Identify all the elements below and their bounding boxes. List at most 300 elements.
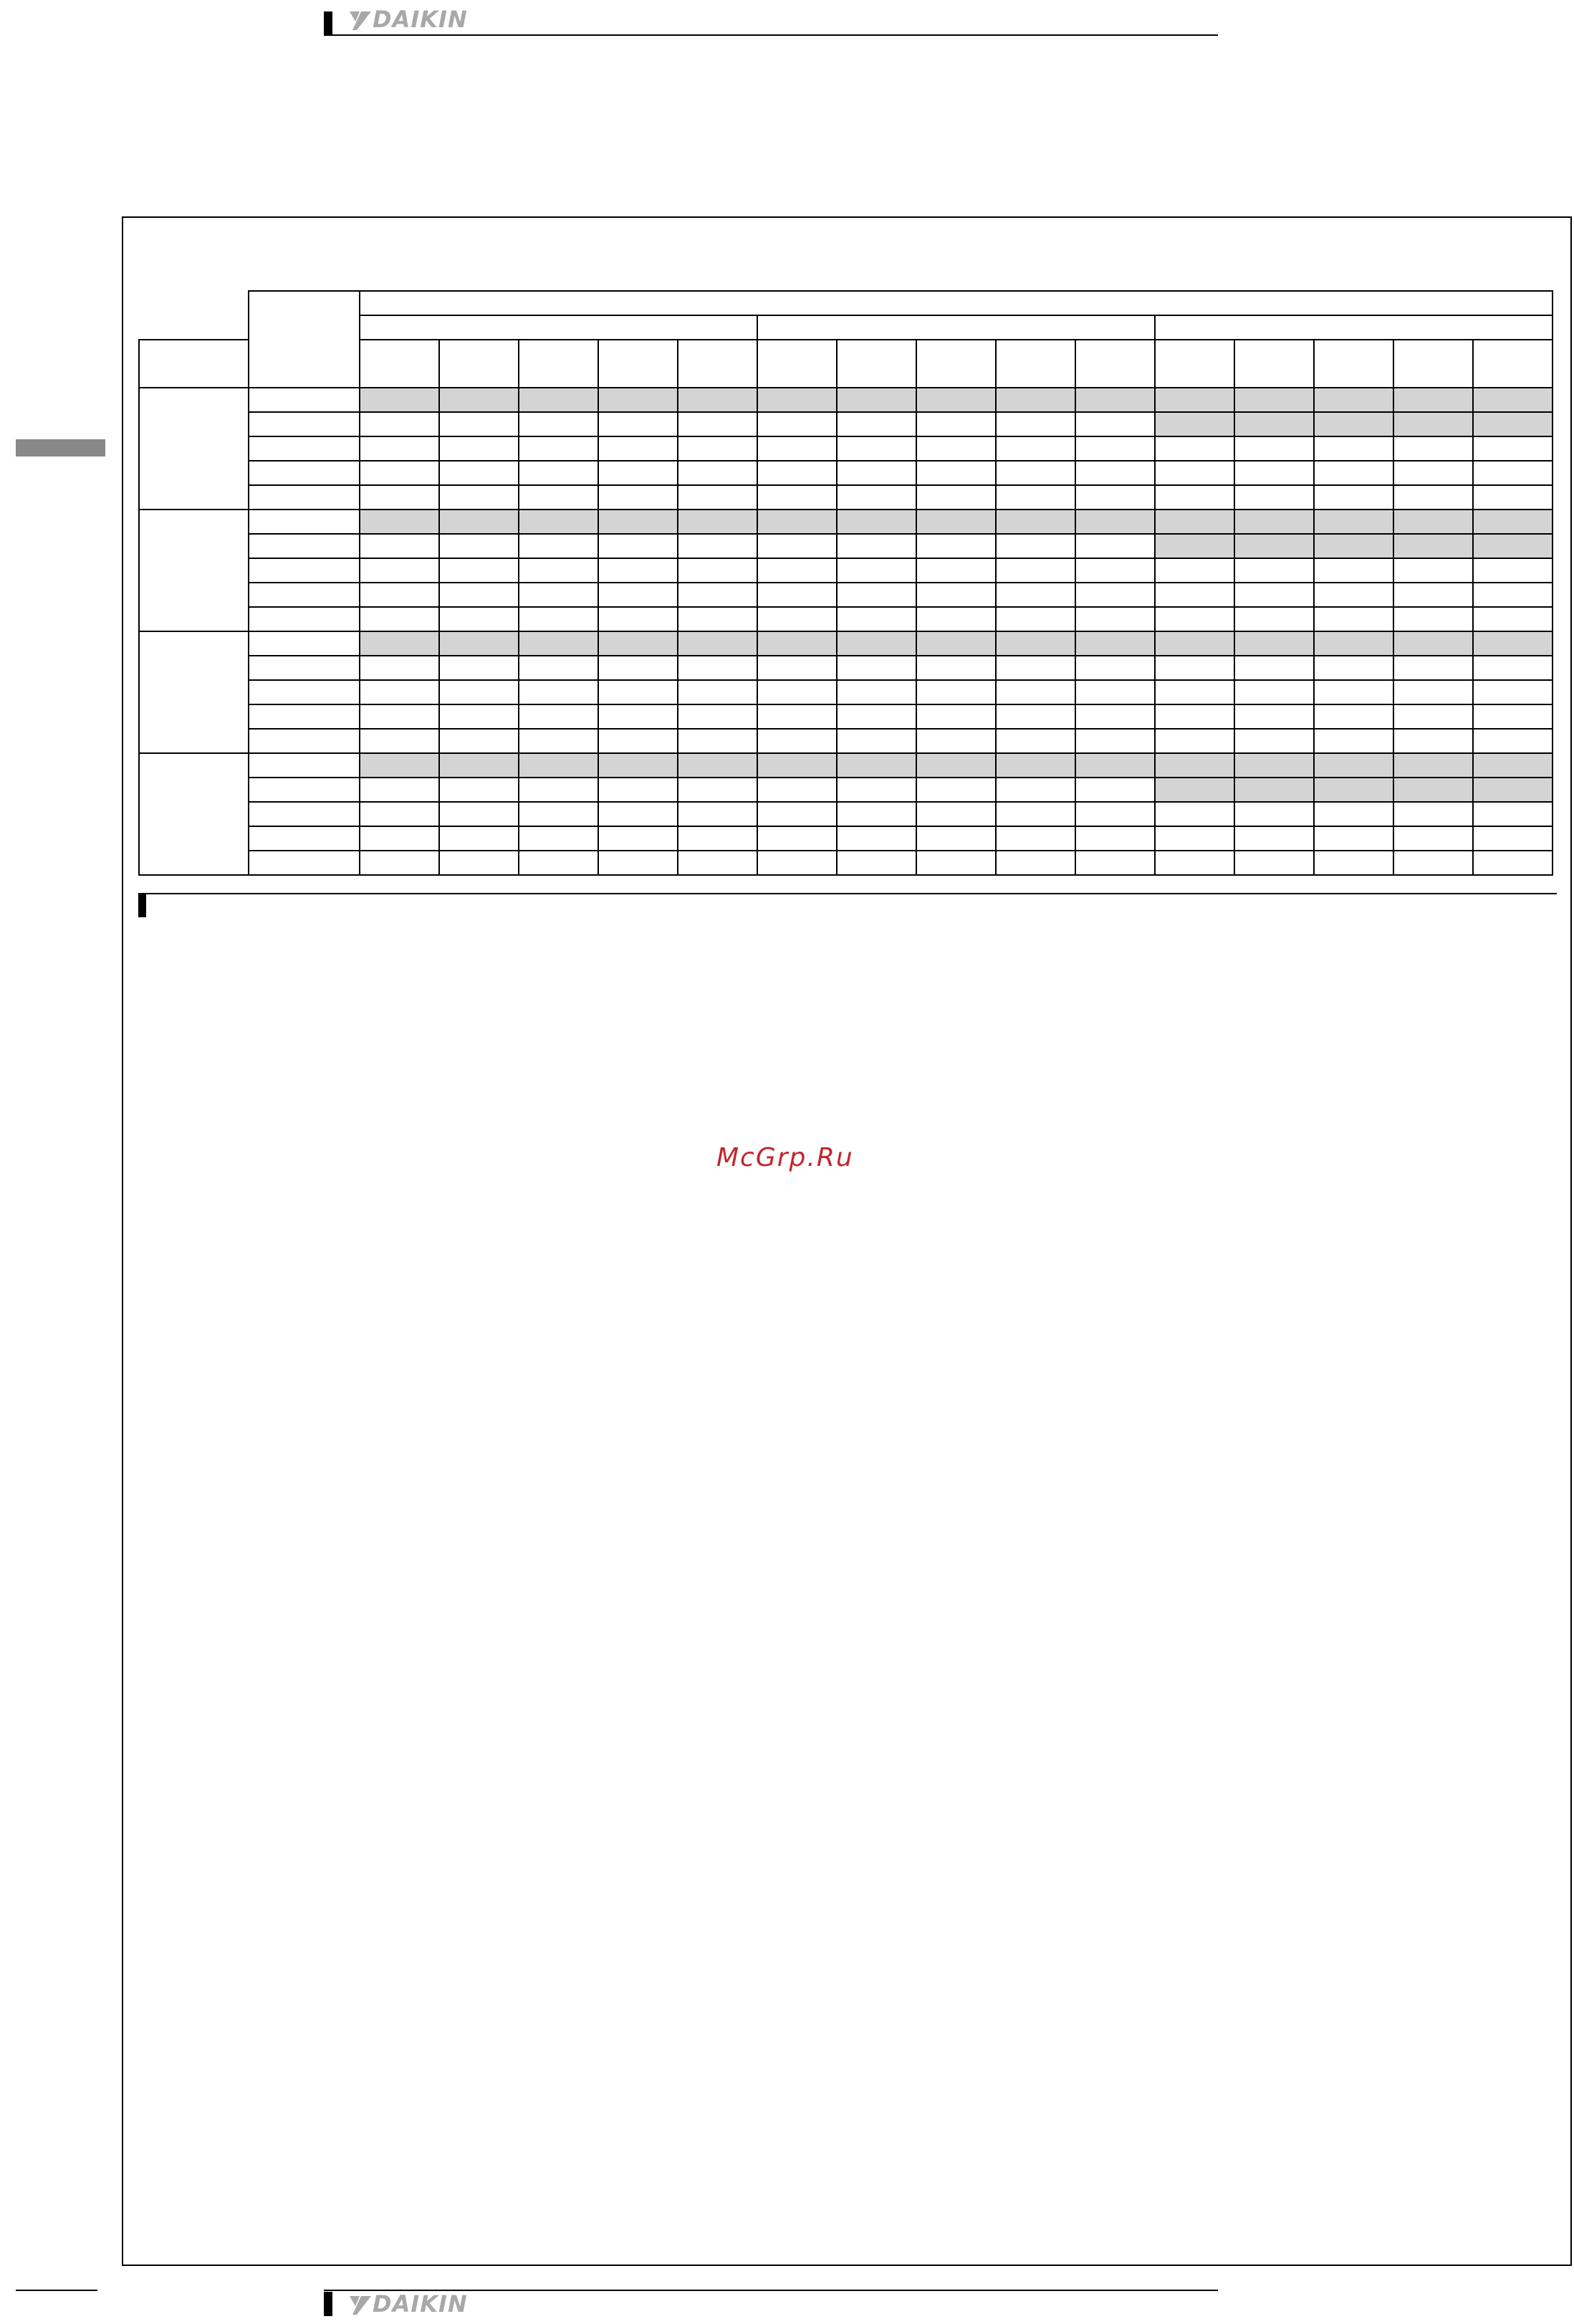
table-cell	[360, 826, 439, 851]
table-cell	[1075, 778, 1155, 802]
table-cell	[1075, 680, 1155, 704]
table-cell	[996, 388, 1075, 412]
table-cell	[439, 656, 519, 680]
table-cell	[678, 534, 757, 558]
table-row	[139, 729, 1553, 753]
header-label-cell	[139, 340, 249, 388]
table-cell	[439, 412, 519, 436]
header-column-cell	[1314, 340, 1393, 388]
table-row	[139, 680, 1553, 704]
table-cell	[519, 534, 598, 558]
note-rule	[146, 893, 1557, 894]
table-cell	[996, 510, 1075, 534]
table-cell	[519, 826, 598, 851]
table-row	[139, 851, 1553, 875]
table-cell	[598, 753, 678, 778]
table-cell	[1075, 631, 1155, 656]
table-row	[139, 607, 1553, 631]
table-cell	[678, 704, 757, 729]
table-cell	[678, 631, 757, 656]
header-column-cell	[916, 340, 996, 388]
table-cell	[996, 704, 1075, 729]
table-cell	[1155, 583, 1234, 607]
table-cell	[996, 778, 1075, 802]
header-column-cell	[678, 340, 757, 388]
table-cell	[1075, 583, 1155, 607]
table-cell	[1155, 631, 1234, 656]
table-cell	[678, 558, 757, 583]
table-cell	[360, 510, 439, 534]
table-cell	[1393, 558, 1473, 583]
table-cell	[1075, 412, 1155, 436]
table-cell	[519, 778, 598, 802]
table-cell	[837, 510, 916, 534]
table-cell	[1314, 388, 1393, 412]
table-cell	[1393, 412, 1473, 436]
header-corner	[139, 315, 249, 340]
table-cell	[519, 607, 598, 631]
header-group-cell	[1155, 315, 1553, 340]
table-cell	[1314, 680, 1393, 704]
table-cell	[1473, 412, 1553, 436]
table-cell	[1393, 485, 1473, 510]
table-cell	[757, 753, 837, 778]
table-cell	[678, 851, 757, 875]
row-label-cell	[249, 826, 360, 851]
row-label-cell	[249, 461, 360, 485]
table-cell	[837, 485, 916, 510]
table-cell	[360, 583, 439, 607]
table-cell	[757, 680, 837, 704]
table-cell	[1075, 753, 1155, 778]
header-logo-bar	[324, 11, 332, 36]
table-cell	[916, 510, 996, 534]
table-cell	[1473, 607, 1553, 631]
table-cell	[757, 851, 837, 875]
table-cell	[1314, 461, 1393, 485]
table-cell	[519, 436, 598, 461]
table-cell	[360, 461, 439, 485]
table-cell	[1155, 388, 1234, 412]
table-cell	[1314, 510, 1393, 534]
group-label-cell	[139, 631, 249, 753]
header-column-cell	[837, 340, 916, 388]
watermark-text: McGrp.Ru	[716, 1143, 854, 1172]
table-cell	[1314, 851, 1393, 875]
table-cell	[1155, 607, 1234, 631]
table-cell	[1075, 388, 1155, 412]
table-cell	[1075, 851, 1155, 875]
table-cell	[996, 729, 1075, 753]
table-cell	[996, 558, 1075, 583]
table-cell	[1234, 412, 1314, 436]
table-cell	[837, 461, 916, 485]
table-cell	[1473, 388, 1553, 412]
table-cell	[1075, 826, 1155, 851]
table-cell	[996, 631, 1075, 656]
table-cell	[598, 778, 678, 802]
table-cell	[1155, 753, 1234, 778]
table-cell	[1234, 583, 1314, 607]
row-label-cell	[249, 753, 360, 778]
table-cell	[1314, 753, 1393, 778]
table-cell	[1393, 778, 1473, 802]
table-cell	[1393, 534, 1473, 558]
row-label-cell	[249, 412, 360, 436]
table-cell	[598, 485, 678, 510]
row-label-cell	[249, 656, 360, 680]
table-cell	[1393, 802, 1473, 826]
group-label-cell	[139, 753, 249, 875]
table-cell	[837, 753, 916, 778]
row-label-cell	[249, 436, 360, 461]
section-side-tab	[16, 439, 105, 456]
table-cell	[1155, 826, 1234, 851]
table-cell	[1393, 704, 1473, 729]
row-label-cell	[249, 558, 360, 583]
table-cell	[1155, 485, 1234, 510]
table-cell	[519, 558, 598, 583]
table-cell	[837, 558, 916, 583]
group-label-cell	[139, 510, 249, 631]
table-cell	[678, 485, 757, 510]
table-cell	[916, 778, 996, 802]
table-cell	[1155, 656, 1234, 680]
table-row	[139, 412, 1553, 436]
table-row	[139, 631, 1553, 656]
table-cell	[837, 412, 916, 436]
table-cell	[1314, 729, 1393, 753]
table-cell	[439, 802, 519, 826]
table-cell	[598, 412, 678, 436]
table-cell	[439, 778, 519, 802]
table-cell	[1155, 534, 1234, 558]
table-cell	[1473, 534, 1553, 558]
table-cell	[916, 631, 996, 656]
table-cell	[916, 485, 996, 510]
table-cell	[360, 534, 439, 558]
table-cell	[837, 607, 916, 631]
table-cell	[757, 729, 837, 753]
header-column-cell	[598, 340, 678, 388]
table-cell	[439, 485, 519, 510]
header-group-cell	[360, 315, 757, 340]
row-label-cell	[249, 534, 360, 558]
table-cell	[360, 412, 439, 436]
table-cell	[1155, 778, 1234, 802]
table-cell	[1075, 729, 1155, 753]
table-cell	[757, 778, 837, 802]
table-cell	[519, 583, 598, 607]
row-label-cell	[249, 583, 360, 607]
table-cell	[360, 680, 439, 704]
table-cell	[1473, 802, 1553, 826]
table-cell	[1473, 753, 1553, 778]
table-cell	[1314, 802, 1393, 826]
table-cell	[519, 388, 598, 412]
table-cell	[360, 802, 439, 826]
table-cell	[1314, 656, 1393, 680]
table-cell	[1314, 412, 1393, 436]
table-cell	[996, 826, 1075, 851]
table-cell	[439, 558, 519, 583]
table-cell	[996, 534, 1075, 558]
table-cell	[678, 753, 757, 778]
table-cell	[1393, 729, 1473, 753]
row-label-cell	[249, 510, 360, 534]
table-cell	[837, 583, 916, 607]
table-cell	[1234, 729, 1314, 753]
table-cell	[1234, 631, 1314, 656]
table-cell	[916, 583, 996, 607]
table-cell	[439, 388, 519, 412]
table-cell	[1234, 851, 1314, 875]
table-cell	[678, 510, 757, 534]
table-row	[139, 558, 1553, 583]
row-label-cell	[249, 851, 360, 875]
table-cell	[1473, 583, 1553, 607]
table-cell	[996, 753, 1075, 778]
table-cell	[598, 388, 678, 412]
table-cell	[916, 534, 996, 558]
table-cell	[837, 656, 916, 680]
table-cell	[1393, 388, 1473, 412]
table-cell	[1075, 485, 1155, 510]
table-cell	[916, 851, 996, 875]
table-cell	[439, 510, 519, 534]
table-cell	[439, 607, 519, 631]
table-cell	[1155, 729, 1234, 753]
table-cell	[1314, 558, 1393, 583]
table-cell	[996, 680, 1075, 704]
table-cell	[439, 534, 519, 558]
table-cell	[916, 802, 996, 826]
table-cell	[996, 607, 1075, 631]
table-cell	[1234, 510, 1314, 534]
table-cell	[1393, 436, 1473, 461]
table-cell	[1473, 704, 1553, 729]
table-cell	[1393, 656, 1473, 680]
table-cell	[757, 412, 837, 436]
table-row	[139, 704, 1553, 729]
table-cell	[916, 753, 996, 778]
table-cell	[519, 851, 598, 875]
table-cell	[1473, 461, 1553, 485]
table-cell	[1075, 558, 1155, 583]
table-row	[139, 436, 1553, 461]
table-cell	[1075, 510, 1155, 534]
header-model-cell	[249, 291, 360, 388]
table-cell	[360, 436, 439, 461]
table-cell	[1314, 583, 1393, 607]
table-row	[139, 753, 1553, 778]
table-cell	[1155, 704, 1234, 729]
table-cell	[1393, 461, 1473, 485]
table-cell	[1155, 680, 1234, 704]
table-cell	[360, 607, 439, 631]
table-cell	[1393, 607, 1473, 631]
table-cell	[1473, 826, 1553, 851]
table-cell	[996, 656, 1075, 680]
table-cell	[519, 704, 598, 729]
header-column-cell	[757, 340, 837, 388]
table-cell	[996, 461, 1075, 485]
table-cell	[757, 607, 837, 631]
table-cell	[1075, 436, 1155, 461]
table-cell	[598, 436, 678, 461]
row-label-cell	[249, 778, 360, 802]
row-label-cell	[249, 729, 360, 753]
table-cell	[1155, 412, 1234, 436]
table-row	[139, 510, 1553, 534]
table-cell	[360, 704, 439, 729]
table-cell	[837, 680, 916, 704]
table-cell	[916, 388, 996, 412]
table-cell	[757, 583, 837, 607]
table-cell	[1234, 485, 1314, 510]
table-cell	[1234, 802, 1314, 826]
table-cell	[1473, 510, 1553, 534]
table-cell	[1473, 778, 1553, 802]
table-cell	[519, 485, 598, 510]
table-cell	[996, 851, 1075, 875]
table-cell	[1075, 802, 1155, 826]
footer-logo-bar	[324, 2292, 332, 2316]
row-label-cell	[249, 631, 360, 656]
table-cell	[360, 656, 439, 680]
table-cell	[519, 656, 598, 680]
table-cell	[598, 729, 678, 753]
table-cell	[1314, 436, 1393, 461]
table-cell	[1075, 656, 1155, 680]
table-cell	[996, 485, 1075, 510]
table-cell	[439, 583, 519, 607]
table-cell	[598, 510, 678, 534]
table-cell	[1314, 607, 1393, 631]
table-cell	[1473, 485, 1553, 510]
table-cell	[837, 436, 916, 461]
table-cell	[598, 534, 678, 558]
table-cell	[1314, 631, 1393, 656]
table-cell	[360, 753, 439, 778]
spec-table	[138, 290, 1553, 876]
table-cell	[678, 461, 757, 485]
table-cell	[757, 485, 837, 510]
table-cell	[837, 729, 916, 753]
table-cell	[439, 826, 519, 851]
table-cell	[678, 607, 757, 631]
table-cell	[1234, 680, 1314, 704]
table-cell	[1393, 680, 1473, 704]
table-cell	[1234, 461, 1314, 485]
table-cell	[678, 802, 757, 826]
table-cell	[757, 802, 837, 826]
table-row	[139, 656, 1553, 680]
table-cell	[1234, 753, 1314, 778]
table-row	[139, 485, 1553, 510]
table-cell	[916, 729, 996, 753]
table-cell	[757, 436, 837, 461]
table-cell	[1314, 485, 1393, 510]
header-corner	[139, 291, 249, 315]
row-label-cell	[249, 802, 360, 826]
table-cell	[1155, 510, 1234, 534]
header-group-cell	[757, 315, 1155, 340]
table-cell	[1155, 461, 1234, 485]
header-column-cell	[1234, 340, 1314, 388]
table-cell	[360, 558, 439, 583]
table-row	[139, 388, 1553, 412]
table-cell	[1393, 583, 1473, 607]
table-cell	[439, 436, 519, 461]
daikin-logo-icon	[348, 2295, 373, 2316]
table-cell	[1234, 607, 1314, 631]
table-cell	[916, 704, 996, 729]
table-cell	[519, 461, 598, 485]
table-cell	[678, 729, 757, 753]
table-row	[139, 802, 1553, 826]
note-marker	[138, 893, 146, 917]
table-cell	[360, 778, 439, 802]
table-cell	[519, 729, 598, 753]
table-cell	[519, 510, 598, 534]
table-cell	[439, 461, 519, 485]
table-cell	[1234, 436, 1314, 461]
table-cell	[757, 534, 837, 558]
table-cell	[1075, 534, 1155, 558]
table-cell	[678, 388, 757, 412]
table-cell	[360, 851, 439, 875]
table-row	[139, 534, 1553, 558]
table-cell	[360, 388, 439, 412]
table-cell	[678, 436, 757, 461]
header-column-cell	[996, 340, 1075, 388]
table-cell	[1473, 558, 1553, 583]
table-cell	[1314, 826, 1393, 851]
table-cell	[1314, 778, 1393, 802]
table-cell	[598, 656, 678, 680]
table-cell	[837, 534, 916, 558]
table-cell	[1473, 656, 1553, 680]
table-cell	[439, 680, 519, 704]
table-cell	[1393, 631, 1473, 656]
table-cell	[1234, 656, 1314, 680]
table-cell	[1473, 729, 1553, 753]
table-cell	[1234, 388, 1314, 412]
table-cell	[837, 631, 916, 656]
table-cell	[1075, 461, 1155, 485]
group-label-cell	[139, 388, 249, 510]
header-span-cell	[360, 291, 1553, 315]
table-cell	[678, 778, 757, 802]
table-cell	[916, 607, 996, 631]
table-cell	[916, 412, 996, 436]
header-column-cell	[439, 340, 519, 388]
table-cell	[439, 753, 519, 778]
header-brand-text: DAIKIN	[373, 6, 468, 33]
table-row	[139, 826, 1553, 851]
table-cell	[916, 436, 996, 461]
table-cell	[598, 680, 678, 704]
table-cell	[1314, 704, 1393, 729]
table-cell	[837, 851, 916, 875]
table-cell	[439, 631, 519, 656]
table-cell	[1155, 802, 1234, 826]
table-cell	[757, 631, 837, 656]
table-cell	[519, 802, 598, 826]
daikin-logo-icon	[348, 10, 373, 32]
table-cell	[1393, 851, 1473, 875]
